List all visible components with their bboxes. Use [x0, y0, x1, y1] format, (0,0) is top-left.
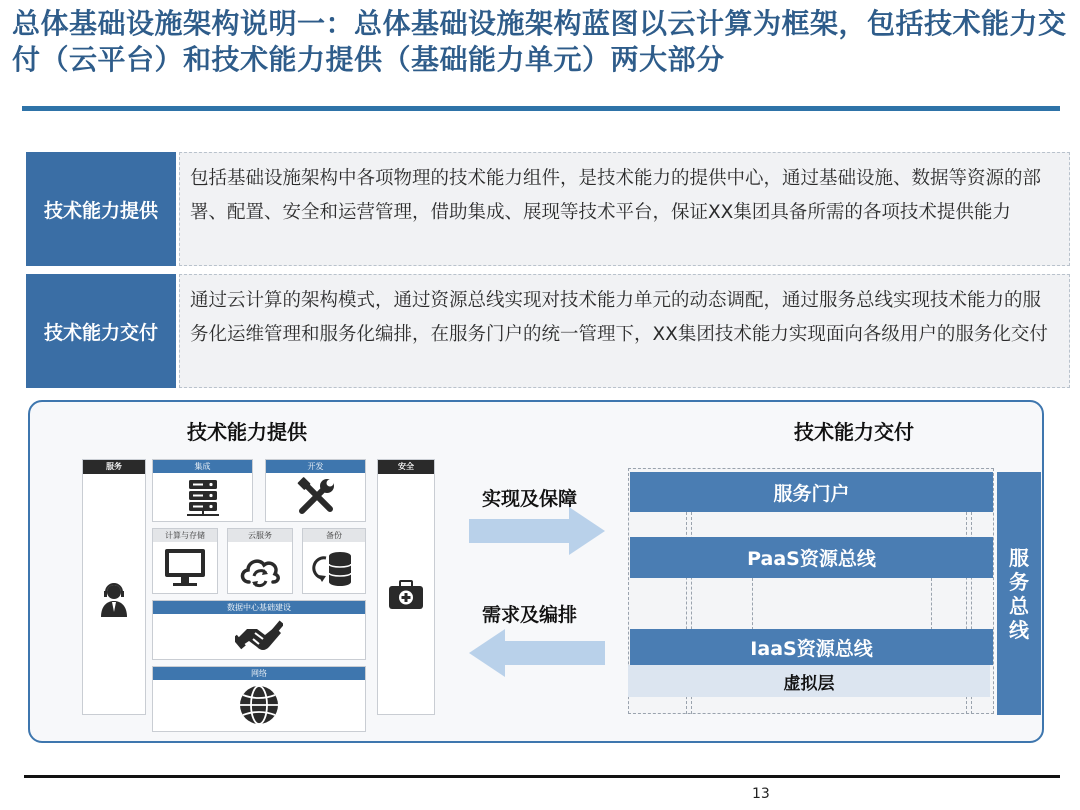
arrow-label-demand: 需求及编排	[482, 604, 578, 626]
page-title: 总体基础设施架构说明一：总体基础设施架构蓝图以云计算为框架，包括技术能力交付（云平台）和技术能力提供（基础能力单元）两大部分	[12, 7, 1067, 76]
support-agent-icon	[99, 582, 129, 618]
page-number: 13	[752, 786, 770, 802]
network-box	[152, 666, 366, 732]
paas-bus-layer: PaaS资源总线	[630, 537, 993, 578]
development-title: 开发	[266, 460, 365, 473]
cloud-service-box	[227, 528, 293, 594]
virtual-layer: 虚拟层	[628, 665, 990, 697]
desc-text-deliver: 通过云计算的架构模式，通过资源总线实现对技术能力单元的动态调配，通过服务总线实现技术能力的服务化运维管理和服务化编排，在服务门户的统一管理下，XX集团技术能力实现面向各级用户的服务化交付	[179, 274, 1070, 388]
desc-label-provide: 技术能力提供	[26, 152, 176, 266]
database-backup-icon	[312, 547, 356, 589]
backup-box	[302, 528, 366, 594]
network-title: 网络	[153, 667, 365, 680]
arrow-label-realize: 实现及保障	[482, 488, 578, 510]
desc-row-provide	[26, 152, 1070, 266]
desc-text-provide: 包括基础设施架构中各项物理的技术能力组件，是技术能力的提供中心，通过基础设施、数据等资源的部署、配置、安全和运营管理，借助集成、展现等技术平台，保证XX集团具备所需的各项技术提供能力	[179, 152, 1070, 266]
right-heading: 技术能力交付	[794, 420, 914, 444]
desc-label-deliver: 技术能力交付	[26, 274, 176, 388]
service-column-title: 服务	[83, 460, 145, 474]
compute-storage-title: 计算与存储	[153, 529, 217, 542]
backup-title: 备份	[303, 529, 365, 542]
cloud-service-title: 云服务	[228, 529, 292, 542]
server-icon	[183, 479, 223, 517]
service-portal-layer: 服务门户	[630, 472, 993, 512]
arrow-right-icon	[469, 507, 605, 555]
integration-title: 集成	[153, 460, 252, 473]
service-column	[82, 459, 146, 715]
security-column-title: 安全	[378, 460, 434, 474]
monitor-icon	[163, 547, 207, 589]
footer-divider	[24, 775, 1060, 778]
development-box	[265, 459, 366, 522]
globe-icon	[237, 683, 281, 727]
arrow-left-icon	[469, 629, 605, 677]
handshake-icon	[235, 617, 283, 655]
cloud-sync-icon	[237, 549, 283, 589]
service-bus-label: 服务总线	[1009, 545, 1029, 642]
grid-line	[931, 578, 932, 630]
service-bus	[997, 472, 1041, 715]
datacenter-box	[152, 600, 366, 660]
compute-storage-box	[152, 528, 218, 594]
medical-kit-icon	[388, 580, 424, 610]
integration-box	[152, 459, 253, 522]
iaas-bus-layer: IaaS资源总线	[630, 629, 993, 665]
left-heading: 技术能力提供	[187, 420, 307, 444]
grid-line	[752, 578, 753, 630]
title-divider	[22, 106, 1060, 111]
tools-icon	[296, 477, 336, 517]
security-column	[377, 459, 435, 715]
datacenter-title: 数据中心基础建设	[153, 601, 365, 614]
desc-row-deliver	[26, 274, 1070, 388]
